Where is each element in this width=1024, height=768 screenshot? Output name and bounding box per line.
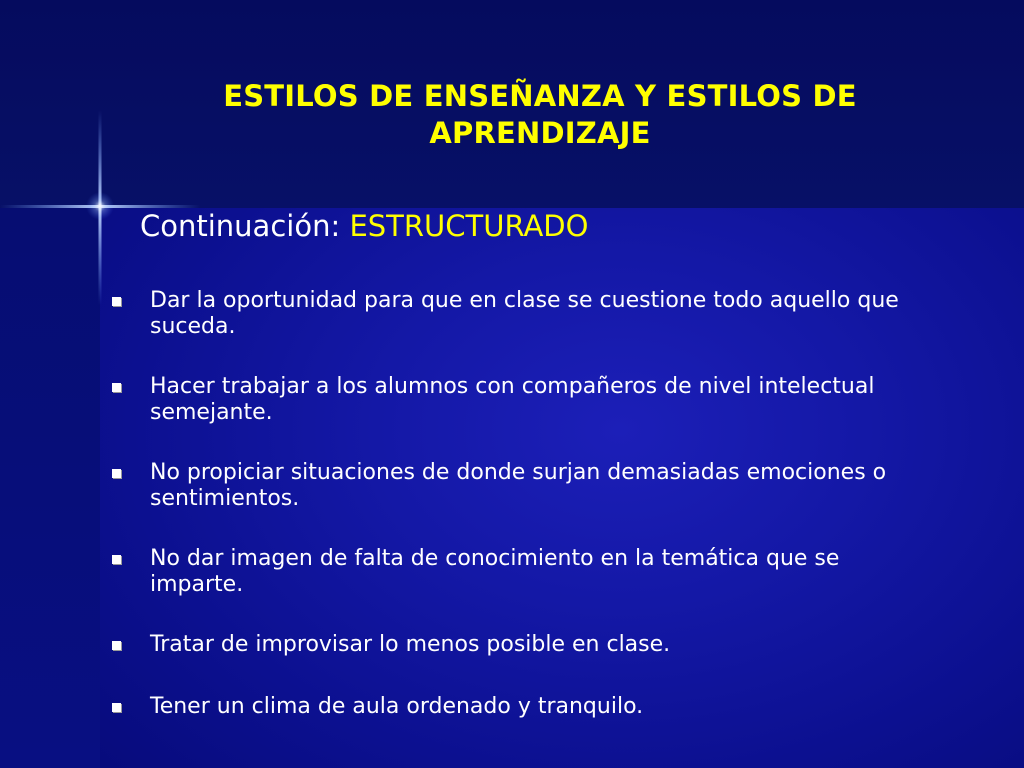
subtitle-accent: ESTRUCTURADO: [349, 209, 589, 243]
bullet-item: [108, 288, 938, 340]
bullet-list: [108, 288, 938, 720]
square-bullet-icon: [112, 383, 121, 392]
bullet-text: No propiciar situaciones de donde surjan demasiadas emociones o sentimientos.: [150, 460, 887, 511]
bullet-text: No dar imagen de falta de conocimiento en la temática que se imparte.: [150, 546, 840, 597]
square-bullet-icon: [112, 469, 121, 478]
bullet-text: Tratar de improvisar lo menos posible en clase.: [150, 632, 671, 657]
bullet-item: [108, 632, 938, 658]
subtitle-prefix: Continuación:: [140, 209, 350, 243]
bullet-item: [108, 460, 938, 512]
bullet-text: Hacer trabajar a los alumnos con compañeros de nivel intelectual semejante.: [150, 374, 875, 425]
slide-title: ESTILOS DE ENSEÑANZA Y ESTILOS DE APRENDIZAJE: [223, 79, 857, 150]
bullet-text: Dar la oportunidad para que en clase se cuestione todo aquello que suceda.: [150, 288, 899, 339]
square-bullet-icon: [112, 297, 121, 306]
bullet-item: [108, 374, 938, 426]
slide-subtitle: [140, 206, 588, 246]
bullet-item: [108, 694, 938, 720]
square-bullet-icon: [112, 703, 121, 712]
square-bullet-icon: [112, 555, 121, 564]
square-bullet-icon: [112, 641, 121, 650]
left-band: [0, 208, 100, 768]
bullet-text: Tener un clima de aula ordenado y tranquilo.: [150, 694, 644, 719]
bullet-item: [108, 546, 938, 598]
